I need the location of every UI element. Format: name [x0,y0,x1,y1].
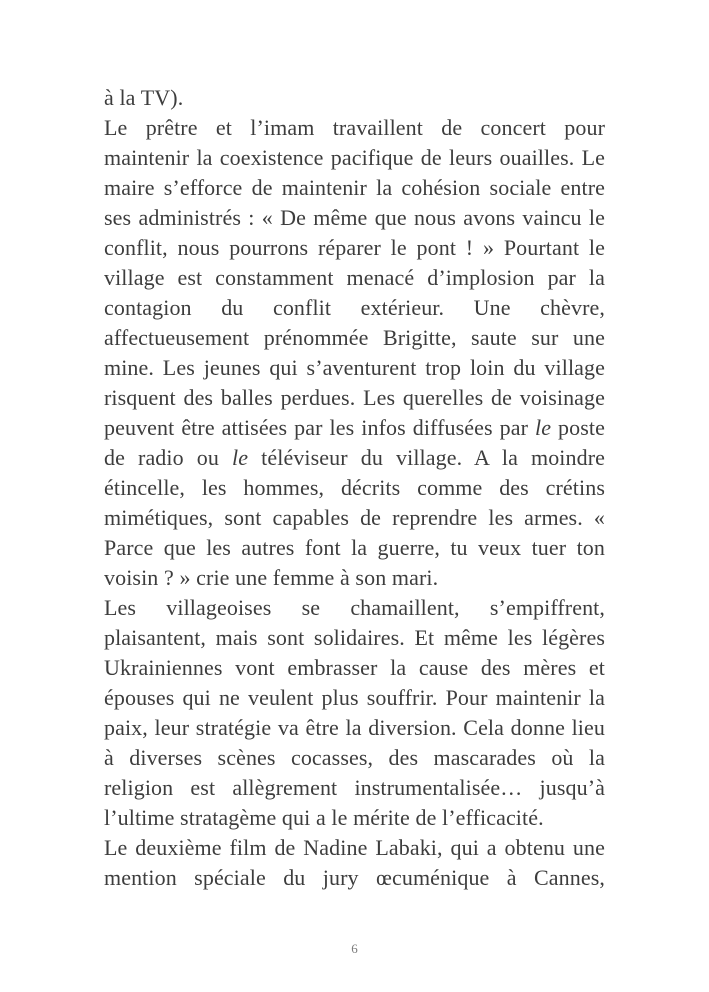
page-number: 6 [351,941,358,956]
text-run: à la TV). [104,85,184,110]
paragraph [104,83,605,113]
paragraph [104,593,605,833]
text-run: Les villageoises se chamaillent, s’empiffrent, plaisantent, mais sont solidaires. Et même les légères Ukrainiennes vont embrasser la cause des mères et épouses qui ne veulent plus souffrir. Pour maintenir la paix, leur stratégie va être la diversion. Cela donne lieu à diverses scènes cocasses, des mascarades où la religion est allègrement instrumentalisée… jusqu’à l’ultime stratagème qui a le mérite de l’efficacité. [104,595,605,830]
text-block [104,83,605,893]
paragraph [104,833,605,893]
italic-text-run: le [232,445,249,470]
text-run: Le prêtre et l’imam travaillent de concert pour maintenir la coexistence pacifique de leurs ouailles. Le maire s’efforce de maintenir la cohésion sociale entre ses administrés : « De même que nous avons vaincu le conflit, nous pourrons réparer le pont ! » Pourtant le village est constamment menacé d’implosion par la contagion du conflit extérieur. Une chèvre, affectueusement prénommée Brigitte, saute sur une mine. Les jeunes qui s’aventurent trop loin du village risquent des balles perdues. Les querelles de voisinage peuvent être attisées par les infos diffusées par [104,115,605,440]
text-run: Le deuxième film de Nadine Labaki, qui a obtenu une mention spéciale du jury œcuménique à Cannes, [104,835,605,890]
italic-text-run: le [535,415,552,440]
text-run: poste de radio ou [104,415,605,470]
paragraph [104,113,605,593]
text-run: téléviseur du village. A la moindre étincelle, les hommes, décrits comme des crétins mimétiques, sont capables de reprendre les armes. « Parce que les autres font la guerre, tu veux tuer ton voisin ? » crie une femme à son mari. [104,445,606,590]
